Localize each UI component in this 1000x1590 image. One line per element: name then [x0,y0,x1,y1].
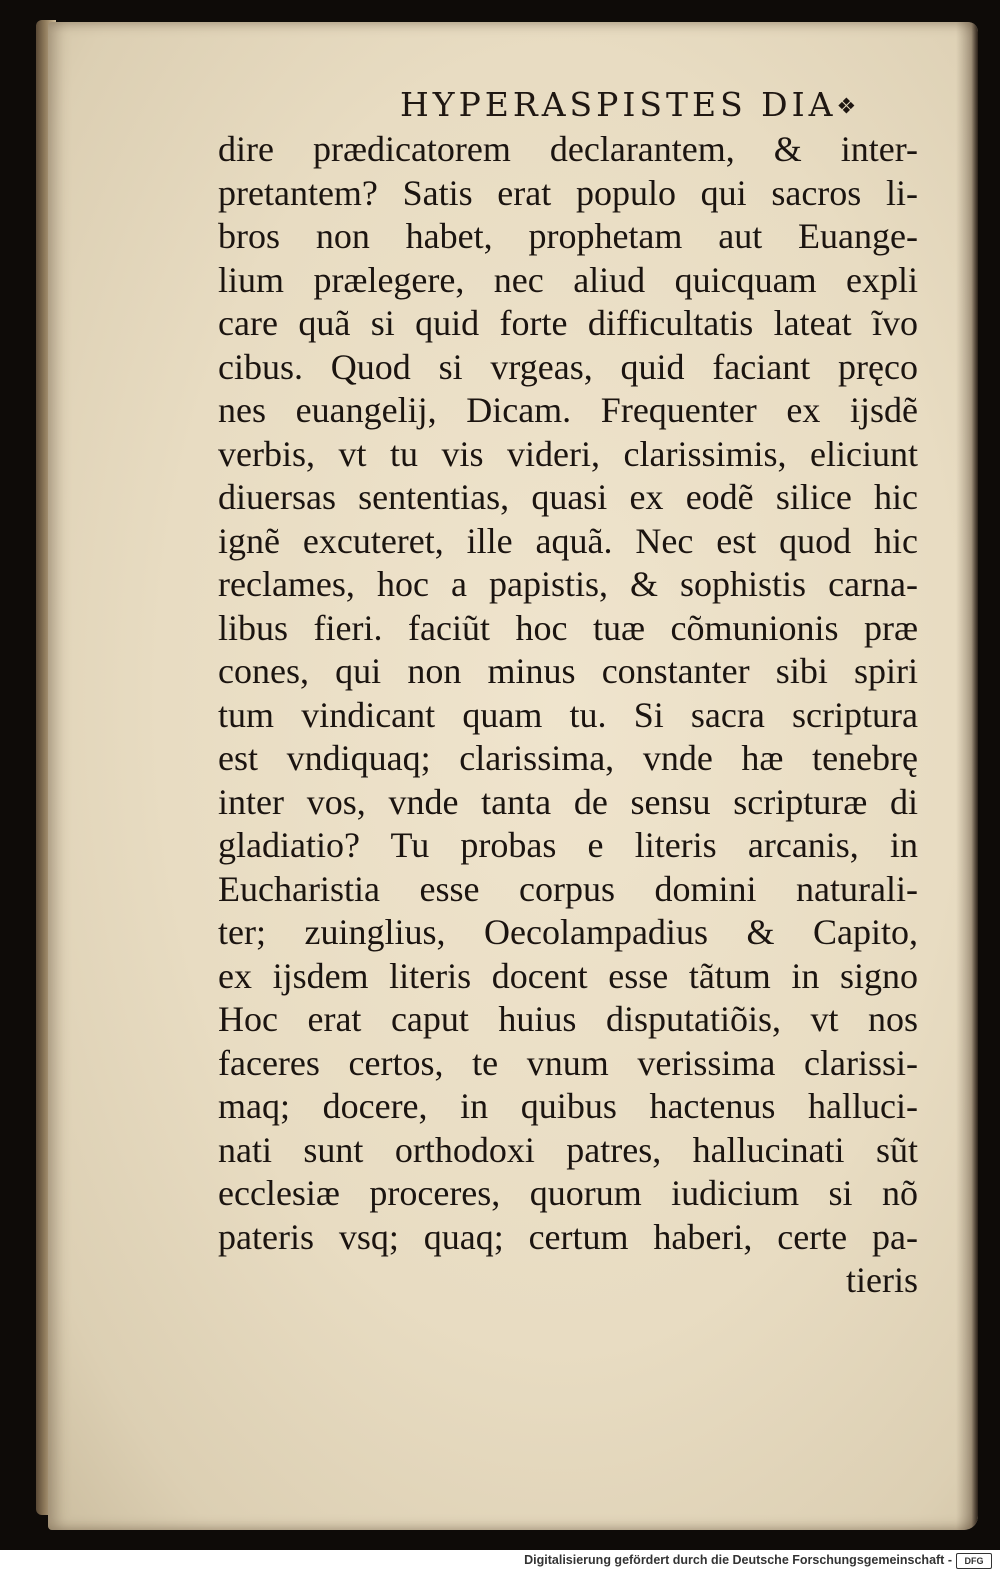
text-line-9: diuersas sententias, quasi ex eodẽ silice hic [218,477,918,517]
text-line-7: nes euangelij, Dicam. Frequenter ex ijsdẽ [218,390,918,430]
running-head [400,85,870,124]
dfg-logo-icon: DFG [956,1553,992,1569]
text-line-17: gladiatio? Tu probas e literis arcanis, in [218,825,918,865]
text-line-23: maq; docere, in quibus hactenus halluci- [218,1086,918,1126]
text-line-25: ecclesiæ proceres, quorum iudicium si nõ [218,1173,918,1213]
text-line-26: pateris vsq; quaq; certum haberi, certe pa- [218,1216,918,1257]
text-line-13: cones, qui non minus constanter sibi spiri [218,651,918,691]
text-line-6: cibus. Quod si vrgeas, quid faciant pręco [218,346,918,387]
text-line-5: care quã si quid forte difficultatis lateat ĩvo [218,303,918,343]
text-line-22: faceres certos, te vnum verissima clarissi- [218,1042,918,1083]
text-line-4: lium prælegere, nec aliud quicquam expli [218,259,918,300]
text-line-19: ter; zuinglius, Oecolampadius & Capito, [218,912,918,952]
text-line-24: nati sunt orthodoxi patres, hallucinati sũt [218,1129,918,1170]
running-head-title: HYPERASPISTES DIA [400,85,837,124]
text-line-20: ex ijsdem literis docent esse tãtum in signo [218,955,918,996]
text-line-10: ignẽ excuteret, ille aquã. Nec est quod hic [218,520,918,561]
text-line-3: bros non habet, prophetam aut Euange- [218,216,918,256]
running-head-mark: ❖ [836,94,861,120]
text-line-8: verbis, vt tu vis videri, clarissimis, eliciunt [218,433,918,474]
text-line-15: est vndiquaq; clarissima, vnde hæ tenebrę [218,738,918,778]
text-line-1: dire prædicatorem declarantem, & inter- [218,129,918,169]
catchword: tieris [846,1260,918,1300]
text-line-11: reclames, hoc a papistis, & sophistis carna- [218,564,918,604]
text-line-12: libus fieri. faciũt hoc tuæ cõmunionis præ [218,607,918,648]
text-line-16: inter vos, vnde tanta de sensu scripturæ di [218,781,918,822]
text-line-21: Hoc erat caput huius disputatiõis, vt nos [218,999,918,1039]
page-gutter-shadow [956,22,978,1530]
footer-credit: Digitalisierung gefördert durch die Deutsche Forschungsgemeinschaft - [524,1553,952,1567]
text-line-14: tum vindicant quam tu. Si sacra scriptura [218,694,918,735]
text-line-18: Eucharistia esse corpus domini naturali- [218,868,918,909]
text-line-2: pretantem? Satis erat populo qui sacros li- [218,172,918,213]
body-text [218,128,918,1303]
